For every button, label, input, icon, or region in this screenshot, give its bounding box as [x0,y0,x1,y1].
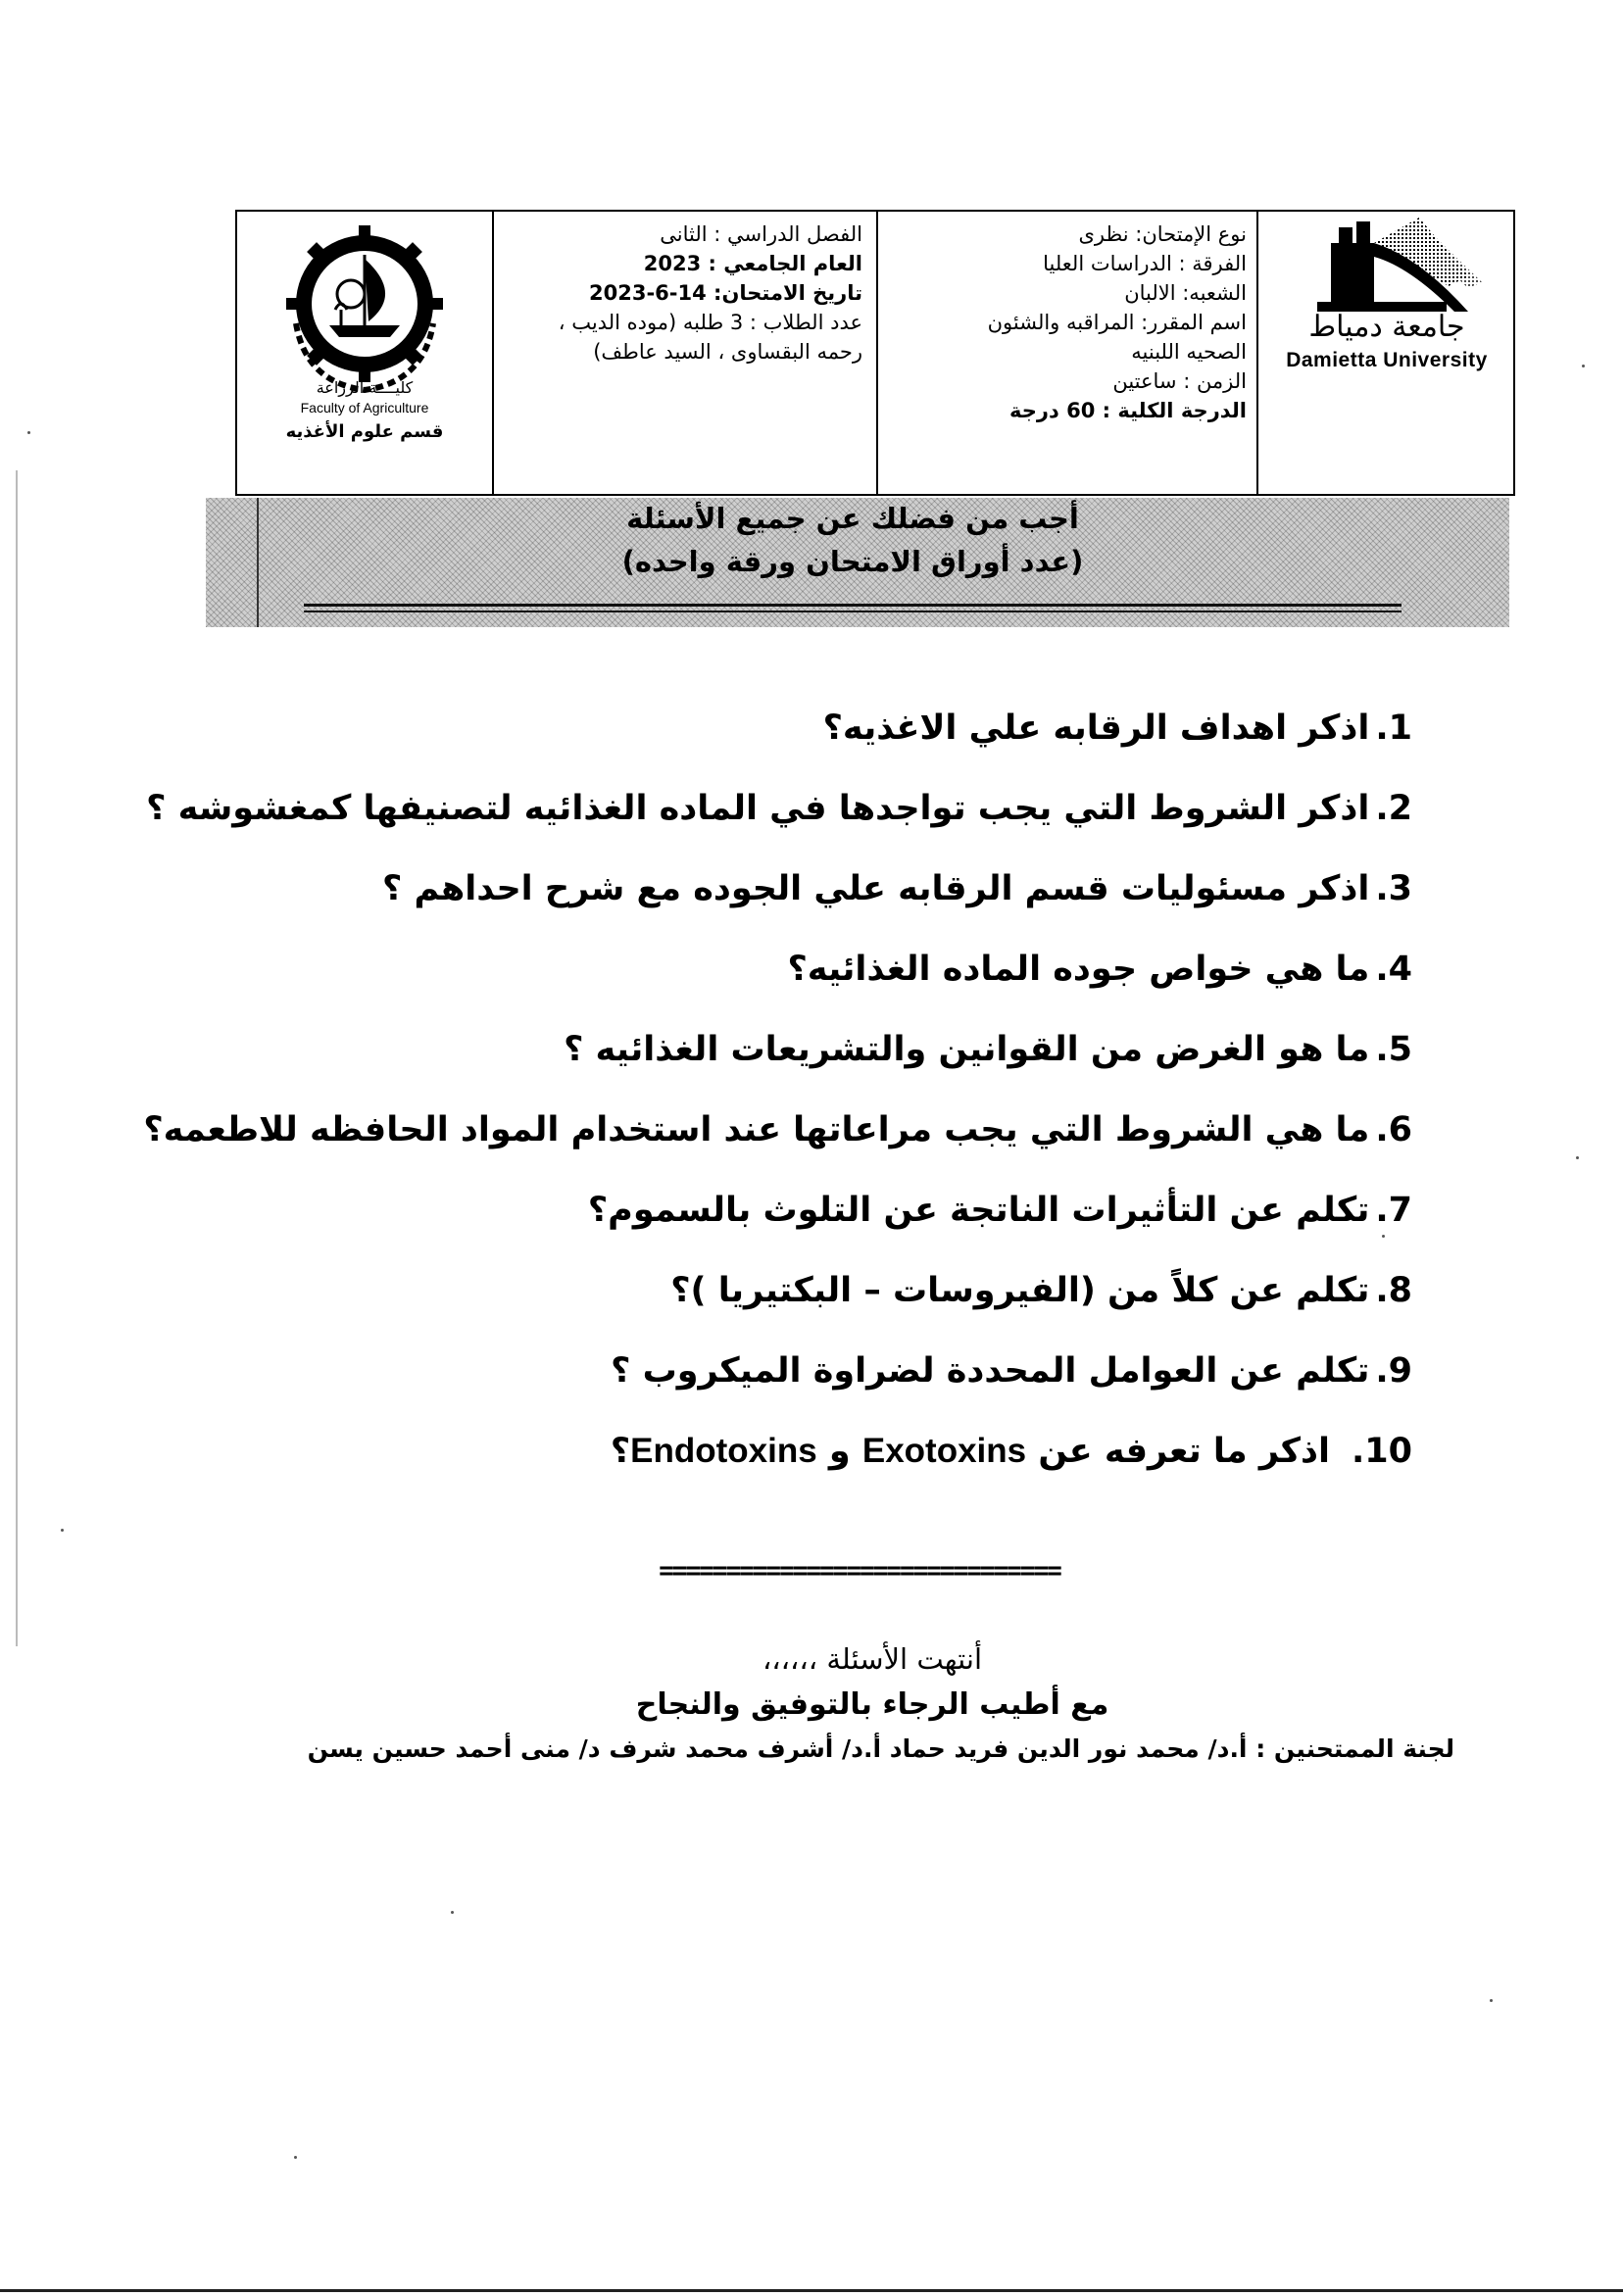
course-name-line2: الصحيه اللبنيه [1131,340,1247,364]
exam-date: تاريخ الامتحان: 14-6-2023 [588,281,862,305]
scan-speck [27,431,30,434]
questions-list [119,694,1412,1497]
question-item [119,1337,1412,1417]
scan-speck [451,1911,454,1914]
students-count: عدد الطلاب : 3 طلبه (موده الديب ، [558,311,862,334]
university-name-arabic: جامعة دمياط [1308,310,1465,344]
question-number: 9. [1375,1351,1412,1391]
total-grade: الدرجة الكلية : 60 درجة [1009,399,1247,422]
scan-edge-mark [16,470,18,1646]
banner-rule [304,604,1402,607]
question-number: 3. [1375,869,1412,908]
exam-info-cell [876,212,1256,494]
exam-type: نوع الإمتحان: نظرى [1078,222,1247,246]
question-term-exotoxins: Exotoxins [861,1432,1027,1470]
exam-details-cell [492,212,876,494]
academic-year: العام الجامعي : 2023 [643,252,862,275]
question-text: ما هي الشروط التي يجب مراعاتها عند استخدام المواد الحافظه للاطعمه؟ [143,1110,1370,1149]
student-level: الفرقة : الدراسات العليا [1043,252,1247,275]
faculty-name-english: Faculty of Agriculture [300,400,429,415]
question-item [119,1176,1412,1256]
faculty-name-arabic: كليــــة الزراعة [316,378,414,397]
instruction-answer-all: أجب من فضلك عن جميع الأسئلة [626,502,1079,535]
division: الشعبه: الالبان [1124,281,1247,305]
scan-speck [61,1529,64,1532]
students-names: رحمه البقساوى ، السيد عاطف) [593,340,862,364]
equals-separator: ============================== [659,1556,1060,1586]
question-item [119,694,1412,774]
question-number: 5. [1375,1030,1412,1069]
question-mark: ؟ [610,1432,631,1471]
question-item [119,774,1412,855]
question-item [119,1256,1412,1337]
scan-speck [294,2156,297,2159]
question-text: اذكر مسئوليات قسم الرقابه علي الجوده مع شرح احداهم ؟ [382,869,1370,908]
question-number: 8. [1375,1271,1412,1310]
question-text: ما هو الغرض من القوانين والتشريعات الغذائيه ؟ [564,1030,1370,1069]
good-luck-message: مع أطيب الرجاء بالتوفيق والنجاح [635,1687,1109,1722]
course-name-line1: اسم المقرر: المراقبه والشئون [987,311,1247,334]
question-number: 10. [1351,1432,1412,1471]
exam-duration: الزمن : ساعتين [1112,369,1247,393]
question-term-endotoxins: Endotoxins [630,1432,817,1470]
question-number: 6. [1375,1110,1412,1149]
question-item [119,1417,1412,1497]
instruction-page-count: (عدد أوراق الامتحان ورقة واحده) [621,545,1084,578]
question-number: 2. [1375,789,1412,828]
banner-divider [257,498,259,627]
scan-speck [1582,365,1585,367]
banner-rule [304,611,1402,612]
scan-speck [1490,1999,1493,2002]
end-of-questions: أنتهت الأسئلة ،،،،،، [762,1642,983,1676]
exam-header-table [235,210,1515,496]
scan-bottom-edge [0,2289,1623,2292]
question-text: تكلم عن العوامل المحددة لضراوة الميكروب ؟ [611,1351,1370,1391]
question-item [119,1096,1412,1176]
question-text: اذكر ما تعرفه عن [1038,1432,1330,1471]
university-logo-cell [1256,212,1513,494]
question-text: تكلم عن التأثيرات الناتجة عن التلوث بالسموم؟ [587,1191,1370,1230]
question-text: اذكر الشروط التي يجب تواجدها في الماده الغذائيه لتصنيفها كمغشوشه ؟ [146,789,1370,828]
department-name: قسم علوم الأغذيه [285,421,444,442]
question-text: تكلم عن كلاً من (الفيروسات – البكتيريا )؟ [670,1271,1370,1310]
question-conjunction: و [828,1432,851,1471]
faculty-logo-cell [237,212,492,494]
question-number: 7. [1375,1191,1412,1230]
examiners-committee: لجنة الممتحنين : أ.د/ محمد نور الدين فريد حماد أ.د/ أشرف محمد شرف د/ منى أحمد حسين يسن [307,1734,1454,1763]
question-text: اذكر اهداف الرقابه علي الاغذيه؟ [822,708,1370,748]
university-name-english: Damietta University [1286,349,1488,371]
question-item [119,855,1412,935]
question-text: ما هي خواص جوده الماده الغذائيه؟ [787,950,1370,989]
question-number: 4. [1375,950,1412,989]
scan-speck [1576,1156,1579,1159]
question-item [119,1015,1412,1096]
question-number: 1. [1375,708,1412,748]
question-item [119,935,1412,1015]
semester: الفصل الدراسي : الثانى [660,222,862,246]
